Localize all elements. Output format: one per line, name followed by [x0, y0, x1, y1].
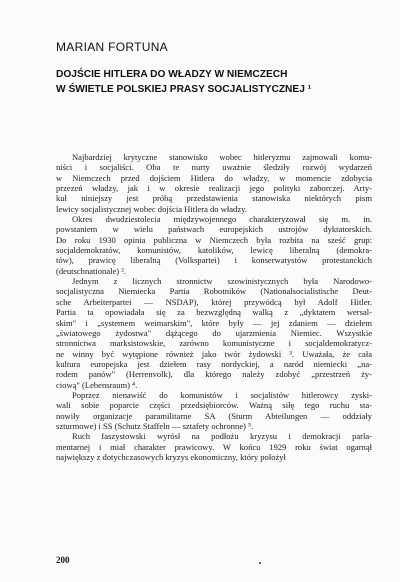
title-line-1: DOJŚCIE HITLERA DO WŁADZY W NIEMCZECH — [56, 69, 288, 80]
print-mark — [259, 562, 261, 564]
paragraph-line: socjalistyczna Niemiecka Partia Robotników (Nationalsocialistische Deut- — [56, 286, 372, 297]
paragraph-line: lewicy socjalistycznej wobec dojścia Hitlera do władzy. — [56, 203, 247, 214]
paragraph-line: sche Arbeiterpartei — NSDAP), której przywódcą był Adolf Hitler. — [56, 296, 372, 307]
paragraph-line: powstaniem w wielu państwach europejskich ustrojów dyktatorskich. — [56, 224, 372, 235]
paragraph-line: rodem panów" (Herrenvolk), dla którego należy zdobyć „przestrzeń ży- — [56, 369, 372, 380]
paragraph-line: ne winny być wytępione również jako twór żydowski ³. Uważała, że cała — [56, 348, 372, 359]
paragraph-line: kultura europejska jest dziełem rasy nordyckiej, a naród niemiecki „na- — [56, 358, 372, 369]
author-name: MARIAN FORTUNA — [56, 40, 168, 54]
paragraph-line: niści i socjaliści. Oba te nurty uważnie śledziły rozwój wydarzeń — [56, 162, 372, 173]
paragraph-line: tów), prawicę liberalną (Volkspartei) i konserwatystów protestanckich — [56, 255, 372, 266]
paragraph-line: „światowego żydostwa" dążącego do ujarzmienia Niemiec. Wszystkie — [56, 327, 372, 338]
paragraph-line: Jednym z licznych stronnictw szowinistycznych była Narodowo- — [72, 276, 372, 287]
paragraph-line: w Niemczech przed dojściem Hitlera do władzy, w momencie zdobycia — [56, 172, 372, 183]
article-body — [56, 152, 372, 462]
page-number: 200 — [56, 555, 70, 565]
paragraph-line: Okres dwudziestolecia międzywojennego charakteryzował się m. in. — [72, 214, 372, 225]
title-line-2: W ŚWIETLE POLSKIEJ PRASY SOCJALISTYCZNEJ ¹ — [56, 84, 312, 95]
paragraph-line: ciową" (Lebensraum) ⁴. — [56, 379, 138, 390]
paragraph-line: przezeń władzy, jak i w okresie realizacji jego polityki zaborczej. Arty- — [56, 183, 372, 194]
paragraph-line: mentarnej i miał charakter prawicowy. W końcu 1929 roku świat ogarnął — [56, 441, 372, 452]
paragraph-line: Partia ta opowiadała się za bezwzględną walką z „dyktatem wersal- — [56, 307, 372, 318]
article-title — [56, 67, 376, 97]
paragraph-line: Najbardziej krytyczne stanowisko wobec hitleryzmu zajmowali komu- — [72, 152, 372, 162]
paragraph-line: nowiły organizacje paramilitarne SA (Sturm Abteilungen — oddziały — [56, 410, 372, 421]
paragraph-line: Poprzez nienawiść do komunistów i socjalistów hitlerowcy zyski- — [72, 389, 372, 400]
paragraph-line: Do roku 1930 opinia publiczna w Niemczech była rozbita na sześć grup: — [56, 234, 372, 245]
paragraph-line: socjaldemokratów, komunistów, katolików, lewicę liberalną (demokra- — [56, 245, 372, 256]
paragraph-line: szturmowe) i SS (Schutz Staffeln — sztafety ochronne) ⁵. — [56, 420, 254, 431]
paragraph-line: stronnictwa marksistowskie, zarówno komunistyczne i socjaldemokratycz- — [56, 338, 372, 349]
paragraph-line: (deutschnationale) ². — [56, 265, 126, 276]
paragraph-line: skim" i „systemem weimarskim", które były — jej zdaniem — dziełem — [56, 317, 372, 328]
paragraph-line: kuł niniejszy jest próbą przedstawienia stanowiska niektórych pism — [56, 193, 372, 204]
paragraph-line: Ruch faszystowski wyrósł na podłożu kryzysu i demokracji parla- — [72, 431, 372, 442]
paragraph-line: największy z dotychczasowych kryzys ekonomiczny, który położył — [56, 451, 286, 462]
paragraph-line: wali sobie poparcie części przedsiębiorców. Ważną siłę tego ruchu sta- — [56, 400, 372, 411]
